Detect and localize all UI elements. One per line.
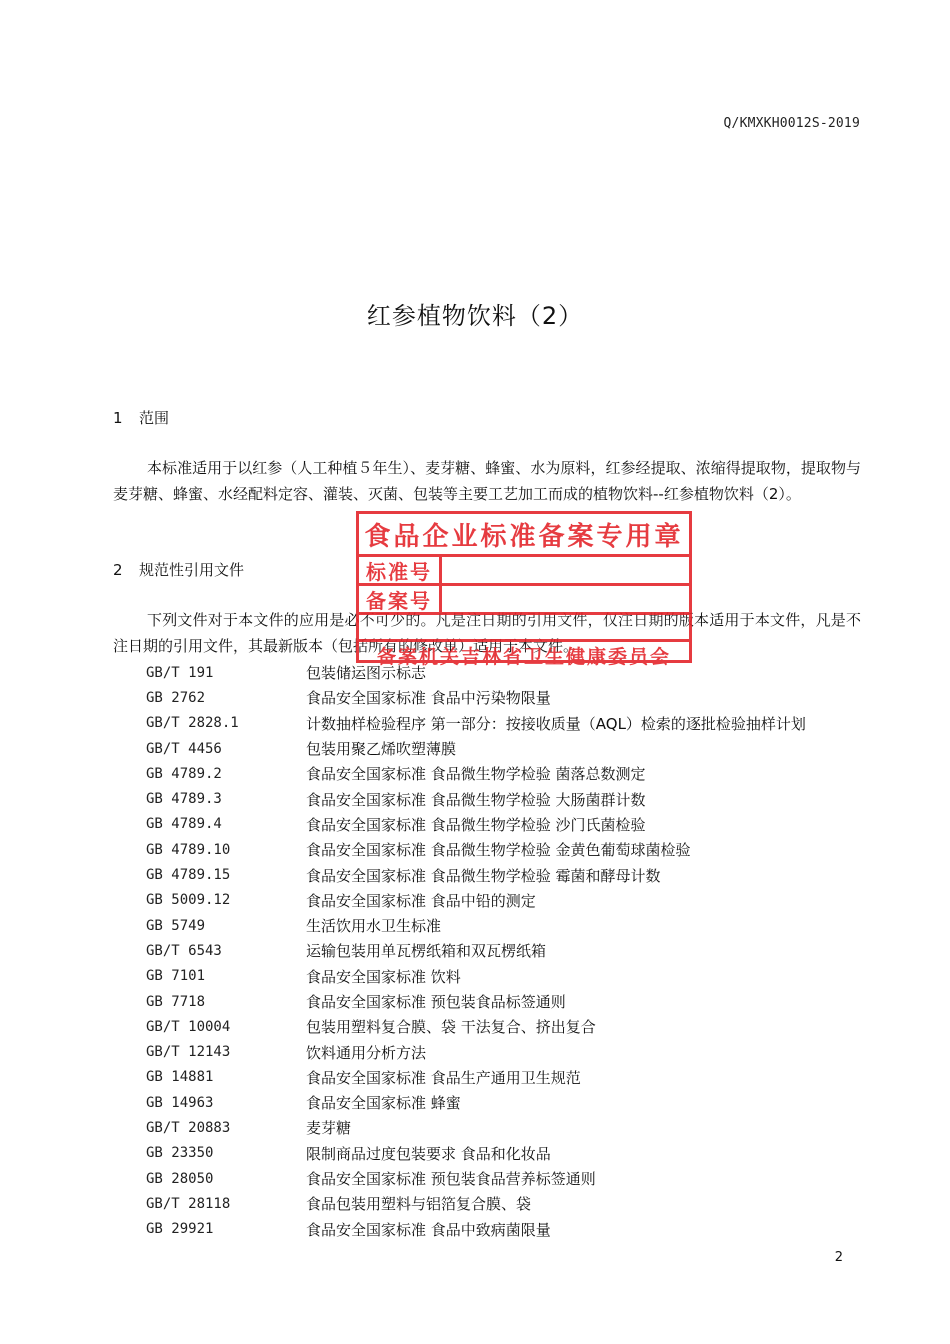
stamp-label: 标准号 bbox=[359, 557, 442, 583]
reference-code: GB/T 6543 bbox=[146, 942, 222, 959]
reference-title: 食品安全国家标准 食品中污染物限量 bbox=[306, 689, 551, 708]
reference-row bbox=[146, 1090, 876, 1115]
reference-row bbox=[146, 1191, 876, 1216]
reference-code: GB 23350 bbox=[146, 1145, 214, 1162]
reference-code: GB/T 20883 bbox=[146, 1119, 231, 1136]
reference-code: GB/T 12143 bbox=[146, 1044, 231, 1061]
reference-title: 食品安全国家标准 食品微生物学检验 霉菌和酵母计数 bbox=[306, 866, 661, 885]
document-title: 红参植物饮料（2） bbox=[366, 302, 584, 330]
reference-row bbox=[146, 888, 876, 913]
reference-title: 食品安全国家标准 预包装食品营养标签通则 bbox=[306, 1170, 596, 1189]
reference-code: GB 5749 bbox=[146, 917, 206, 934]
reference-code: GB 7718 bbox=[146, 993, 206, 1010]
reference-title: 食品安全国家标准 食品生产通用卫生规范 bbox=[306, 1068, 581, 1087]
reference-title: 食品安全国家标准 蜂蜜 bbox=[306, 1094, 461, 1113]
reference-title: 饮料通用分析方法 bbox=[306, 1043, 427, 1062]
filing-stamp bbox=[356, 511, 692, 668]
reference-list bbox=[146, 660, 876, 1242]
reference-code: GB 29921 bbox=[146, 1221, 214, 1238]
reference-title: 食品安全国家标准 预包装食品标签通则 bbox=[306, 993, 566, 1011]
reference-row bbox=[146, 736, 876, 761]
reference-row bbox=[146, 761, 876, 786]
reference-code: GB/T 10004 bbox=[146, 1018, 231, 1035]
reference-row bbox=[146, 1065, 876, 1090]
section-title: 规范性引用文件 bbox=[139, 561, 245, 579]
stamp-value-blank bbox=[442, 586, 689, 612]
reference-row bbox=[146, 862, 876, 887]
reference-title: 食品安全国家标准 食品中致病菌限量 bbox=[306, 1220, 551, 1239]
reference-code: GB 14963 bbox=[146, 1094, 214, 1111]
reference-code: GB/T 2828.1 bbox=[146, 715, 239, 732]
reference-title: 食品安全国家标准 食品微生物学检验 沙门氏菌检验 bbox=[306, 815, 646, 834]
reference-row bbox=[146, 812, 876, 837]
reference-title: 包装储运图示标志 bbox=[306, 664, 427, 683]
reference-code: GB 14881 bbox=[146, 1069, 214, 1086]
reference-title: 麦芽糖 bbox=[306, 1119, 352, 1138]
reference-code: GB 4789.15 bbox=[146, 867, 231, 884]
section-number: 1 bbox=[113, 409, 123, 427]
stamp-header: 食品企业标准备案专用章 bbox=[359, 514, 689, 557]
stamp-blank-row bbox=[359, 615, 689, 642]
reference-code: GB/T 191 bbox=[146, 664, 214, 681]
stamp-row-standard-no bbox=[359, 557, 689, 586]
reference-code: GB 4789.3 bbox=[146, 791, 222, 808]
reference-title: 食品安全国家标准 饮料 bbox=[306, 967, 461, 986]
reference-code: GB/T 4456 bbox=[146, 740, 222, 757]
reference-row bbox=[146, 1217, 876, 1242]
page-number: 2 bbox=[834, 1250, 843, 1265]
stamp-value-blank bbox=[442, 557, 689, 583]
reference-title: 食品安全国家标准 食品微生物学检验 大肠菌群计数 bbox=[306, 790, 646, 809]
reference-title: 食品安全国家标准 食品微生物学检验 菌落总数测定 bbox=[306, 765, 646, 784]
reference-code: GB 28050 bbox=[146, 1170, 214, 1187]
reference-code: GB 5009.12 bbox=[146, 892, 231, 909]
section-1-body bbox=[113, 455, 861, 507]
reference-row bbox=[146, 1014, 876, 1039]
reference-row bbox=[146, 1166, 876, 1191]
reference-row bbox=[146, 837, 876, 862]
reference-code: GB 4789.4 bbox=[146, 816, 222, 833]
reference-row bbox=[146, 938, 876, 963]
section-2-heading bbox=[113, 559, 244, 580]
section-1-heading bbox=[113, 407, 169, 428]
reference-row bbox=[146, 989, 876, 1014]
reference-title: 包装用聚乙烯吹塑薄膜 bbox=[306, 740, 457, 759]
paragraph: 下列文件对于本文件的应用是必不可少的。凡是注日期的引用文件，仅注日期的版本适用于本文件，凡是不注日期的引用文件，其最新版本（包括所有的修改单）适用于本文件。 bbox=[113, 611, 861, 655]
reference-code: GB/T 28118 bbox=[146, 1195, 231, 1212]
reference-code: GB 2762 bbox=[146, 689, 206, 706]
reference-row bbox=[146, 964, 876, 989]
stamp-footer: 备案机关吉林省卫生健康委员会 bbox=[376, 646, 671, 668]
section-title: 范围 bbox=[139, 409, 170, 427]
reference-row bbox=[146, 786, 876, 811]
reference-title: 包装用塑料复合膜、袋 干法复合、挤出复合 bbox=[306, 1018, 596, 1037]
paragraph: 本标准适用于以红参（人工种植５年生）、麦芽糖、蜂蜜、水为原料，红参经提取、浓缩得提取物，提取物与麦芽糖、蜂蜜、水经配料定容、灌装、灭菌、包装等主要工艺加工而成的植物饮料--红参植物饮料（2）。 bbox=[113, 459, 861, 503]
reference-row bbox=[146, 685, 876, 710]
reference-title: 生活饮用水卫生标准 bbox=[306, 917, 442, 936]
stamp-row-filing-no bbox=[359, 586, 689, 615]
stamp-label: 备案号 bbox=[359, 586, 442, 612]
reference-row bbox=[146, 1115, 876, 1140]
reference-title: 食品安全国家标准 食品中铅的测定 bbox=[306, 891, 536, 910]
reference-code: GB 7101 bbox=[146, 968, 206, 985]
reference-code: GB 4789.10 bbox=[146, 841, 231, 858]
reference-row bbox=[146, 1141, 876, 1166]
document-number: Q/KMXKH0012S-2019 bbox=[723, 116, 860, 131]
reference-title: 运输包装用单瓦楞纸箱和双瓦楞纸箱 bbox=[306, 942, 547, 961]
reference-title: 食品包装用塑料与铝箔复合膜、袋 bbox=[306, 1195, 532, 1214]
reference-title: 计数抽样检验程序 第一部分：按接收质量（AQL）检索的逐批检验抽样计划 bbox=[306, 714, 806, 733]
reference-title: 限制商品过度包装要求 食品和化妆品 bbox=[306, 1144, 551, 1163]
reference-row bbox=[146, 913, 876, 938]
reference-code: GB 4789.2 bbox=[146, 765, 222, 782]
section-number: 2 bbox=[113, 561, 123, 579]
reference-row bbox=[146, 711, 876, 736]
reference-row bbox=[146, 1039, 876, 1064]
reference-title: 食品安全国家标准 食品微生物学检验 金黄色葡萄球菌检验 bbox=[306, 841, 691, 860]
